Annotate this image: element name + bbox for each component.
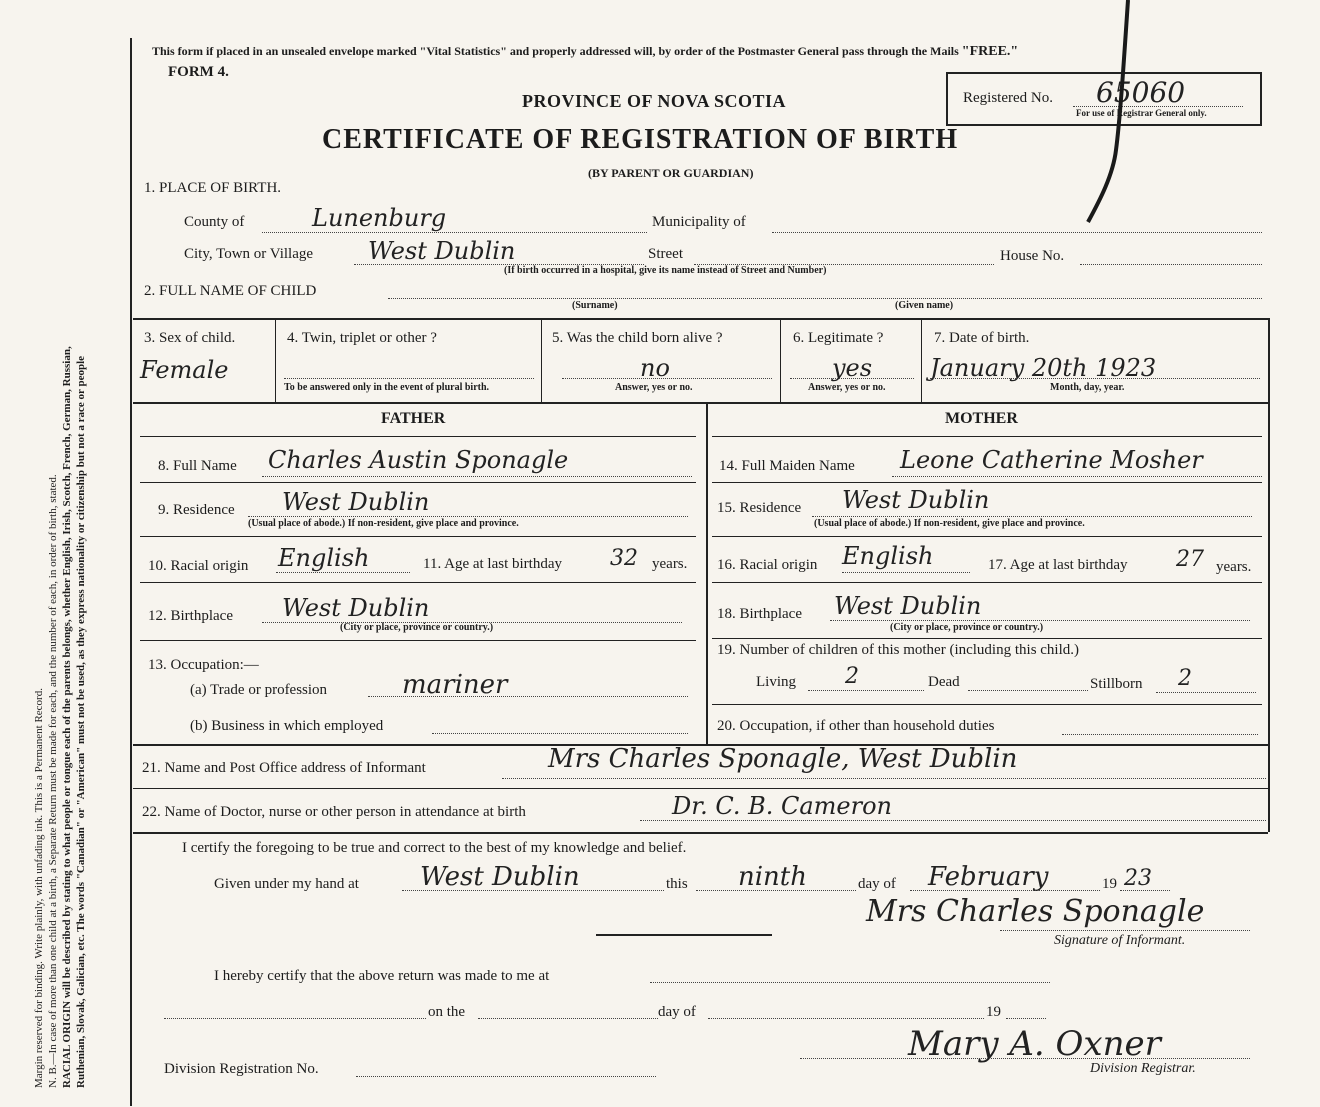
province-title: PROVINCE OF NOVA SCOTIA	[522, 91, 787, 111]
father-trade-label: (a) Trade or profession	[190, 682, 328, 698]
father-business-label: (b) Business in which employed	[190, 718, 384, 734]
margin-line-3: RACIAL ORIGIN will be described by stating to what people or tongue each of the parents belongs, whether English, Irish, Scotch, French, German, Russian,	[61, 346, 73, 1088]
divider	[596, 934, 772, 936]
divider	[140, 536, 696, 537]
mother-race-value: English	[842, 542, 934, 570]
mother-age-value: 27	[1176, 547, 1204, 572]
registered-label: Registered No.	[963, 90, 1053, 106]
given-place: West Dublin	[420, 862, 580, 892]
doctor-value: Dr. C. B. Cameron	[672, 792, 893, 820]
city-label: City, Town or Village	[184, 246, 314, 262]
divider	[712, 704, 1262, 705]
stillborn-value: 2	[1178, 666, 1192, 691]
father-age-label: 11. Age at last birthday	[423, 556, 562, 572]
father-name-label: 8. Full Name	[158, 458, 237, 474]
divider	[133, 788, 1268, 789]
pen-stroke	[1080, 0, 1140, 230]
father-age-unit: years.	[652, 556, 688, 572]
divider	[140, 582, 696, 583]
on-the-label: on the	[428, 1004, 466, 1020]
child-name-label: 2. FULL NAME OF CHILD	[144, 283, 317, 299]
living-value: 2	[845, 664, 859, 689]
dob-label: 7. Date of birth.	[934, 330, 1030, 346]
informant-value: Mrs Charles Sponagle, West Dublin	[548, 744, 1018, 774]
margin-rule	[130, 38, 132, 1106]
father-race-label: 10. Racial origin	[148, 558, 249, 574]
day-value: ninth	[738, 862, 807, 892]
month-value: February	[928, 862, 1049, 892]
registrar-year-prefix: 19	[986, 1004, 1001, 1020]
divider	[133, 318, 1268, 320]
father-birth-label: 12. Birthplace	[148, 608, 233, 624]
certificate-subtitle: (BY PARENT OR GUARDIAN)	[588, 166, 754, 180]
parents-divider	[706, 402, 708, 744]
form-number: FORM 4.	[168, 64, 229, 80]
informant-signature: Mrs Charles Sponagle	[866, 894, 1205, 929]
father-res-note: (Usual place of abode.) If non-resident, give place and province.	[248, 518, 519, 529]
margin-notes	[32, 88, 88, 1088]
divider	[712, 536, 1262, 537]
twin-label: 4. Twin, triplet or other ?	[287, 330, 437, 346]
sex-label: 3. Sex of child.	[144, 330, 236, 346]
father-birth-value: West Dublin	[282, 594, 430, 622]
father-res-value: West Dublin	[282, 488, 430, 516]
day-of-label: day of	[858, 876, 896, 892]
surname-note: (Surname)	[572, 300, 618, 311]
alive-label: 5. Was the child born alive ?	[552, 330, 723, 346]
certify-line: I certify the foregoing to be true and correct to the best of my knowledge and belief.	[182, 840, 687, 856]
divider	[140, 482, 696, 483]
cell-divider	[275, 320, 276, 402]
cell-divider	[541, 320, 542, 402]
divider	[712, 482, 1262, 483]
dead-label: Dead	[928, 674, 960, 690]
mother-occ-label: 20. Occupation, if other than household duties	[717, 718, 995, 734]
father-race-value: English	[278, 544, 370, 572]
year-prefix: 19	[1102, 876, 1117, 892]
registrar-day-of: day of	[658, 1004, 696, 1020]
divider	[133, 402, 1268, 404]
doctor-label: 22. Name of Doctor, nurse or other person in attendance at birth	[142, 804, 526, 820]
divider	[712, 436, 1262, 437]
dob-value: January 20th 1923	[930, 354, 1157, 382]
divider	[712, 582, 1262, 583]
father-trade-value: mariner	[402, 670, 508, 700]
certificate-title: CERTIFICATE OF REGISTRATION OF BIRTH	[322, 124, 959, 155]
father-heading: FATHER	[381, 410, 446, 427]
given-note: (Given name)	[895, 300, 954, 311]
mother-children-label: 19. Number of children of this mother (including this child.)	[717, 642, 1080, 658]
house-label: House No.	[1000, 248, 1065, 264]
divider	[140, 640, 696, 641]
alive-note: Answer, yes or no.	[615, 382, 693, 393]
mother-age-unit: years.	[1216, 559, 1252, 575]
mother-name-value: Leone Catherine Mosher	[900, 446, 1203, 474]
margin-line-4: Ruthenian, Slovak, Galician, etc. The words "Canadian" or "American" must not be used, as they express nationality or citizenship but not a race or people	[75, 355, 87, 1088]
division-label: Division Registration No.	[164, 1061, 319, 1077]
mother-res-note: (Usual place of abode.) If non-resident, give place and province.	[814, 518, 1085, 529]
legit-label: 6. Legitimate ?	[793, 330, 884, 346]
informant-signature-label: Signature of Informant.	[1054, 933, 1186, 948]
dob-note: Month, day, year.	[1050, 382, 1125, 393]
place-heading: 1. PLACE OF BIRTH.	[144, 180, 282, 196]
year-value: 23	[1124, 866, 1152, 891]
father-name-value: Charles Austin Sponagle	[268, 446, 569, 474]
divider	[712, 638, 1262, 639]
informant-label: 21. Name and Post Office address of Informant	[142, 760, 426, 776]
living-label: Living	[756, 674, 796, 690]
margin-line-1: Margin reserved for binding. Write plainly, with unfading ink. This is a Permanent Record.	[33, 688, 45, 1088]
hospital-note: (If birth occurred in a hospital, give its name instead of Street and Number)	[504, 265, 827, 276]
mother-res-label: 15. Residence	[717, 500, 802, 516]
city-value: West Dublin	[368, 237, 516, 265]
mother-birth-label: 18. Birthplace	[717, 606, 802, 622]
registrar-line: I hereby certify that the above return was made to me at	[214, 968, 550, 984]
street-label: Street	[648, 246, 683, 262]
mother-heading: MOTHER	[945, 410, 1018, 427]
stillborn-label: Stillborn	[1090, 676, 1143, 692]
cell-divider	[780, 320, 781, 402]
father-res-label: 9. Residence	[158, 502, 235, 518]
registrar-signature-label: Division Registrar.	[1090, 1061, 1196, 1076]
notice-text: This form if placed in an unsealed envelope marked "Vital Statistics" and properly addressed will, by order of the Postmaster General pass through the Mails	[152, 44, 959, 58]
father-occ-label: 13. Occupation:—	[148, 657, 259, 673]
divider	[133, 832, 1268, 834]
legit-value: yes	[832, 354, 873, 382]
mother-birth-value: West Dublin	[834, 592, 982, 620]
frame-right	[1268, 318, 1270, 832]
mother-name-label: 14. Full Maiden Name	[719, 458, 855, 474]
divider	[140, 436, 696, 437]
margin-line-2: N. B.—In case of more than one child at a birth, a Separate Return must be made for each, and the number of each, in order of birth, stated.	[47, 474, 59, 1088]
registrar-signature: Mary A. Oxner	[908, 1024, 1161, 1064]
postal-notice	[152, 44, 1018, 60]
mother-birth-note: (City or place, province or country.)	[890, 622, 1044, 633]
given-label: Given under my hand at	[214, 876, 359, 892]
mother-res-value: West Dublin	[842, 486, 990, 514]
legit-note: Answer, yes or no.	[808, 382, 886, 393]
twin-note: To be answered only in the event of plural birth.	[284, 382, 490, 393]
cell-divider	[921, 320, 922, 402]
municipality-label: Municipality of	[652, 214, 746, 230]
father-birth-note: (City or place, province or country.)	[340, 622, 494, 633]
registered-note: For use of Registrar General only.	[1076, 108, 1207, 118]
alive-value: no	[640, 354, 670, 382]
this-label: this	[666, 876, 688, 892]
registered-number: 65060	[1096, 76, 1186, 109]
free-text: "FREE."	[961, 44, 1019, 59]
mother-age-label: 17. Age at last birthday	[988, 557, 1128, 573]
father-age-value: 32	[610, 546, 638, 571]
county-value: Lunenburg	[312, 204, 447, 232]
sex-value: Female	[140, 356, 229, 384]
mother-race-label: 16. Racial origin	[717, 557, 818, 573]
county-label: County of	[184, 214, 245, 230]
